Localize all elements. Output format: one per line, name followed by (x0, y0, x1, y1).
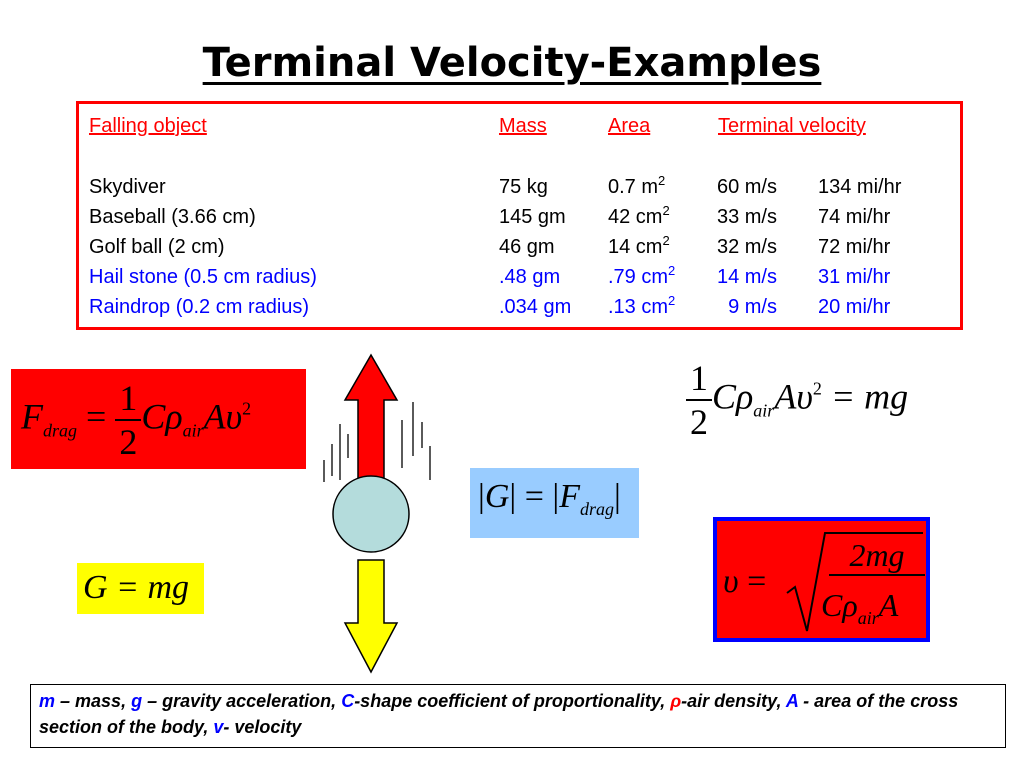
row-object: Baseball (3.66 cm) (89, 206, 256, 228)
terminal-velocity-table (76, 101, 963, 330)
terminal-velocity-formula-box (713, 517, 930, 642)
drag-force-formula-box (11, 369, 306, 469)
page-title: Terminal Velocity-Examples (202, 40, 822, 86)
header-mass: Mass (499, 115, 547, 137)
row-velocity-mph: 20 mi/hr (818, 296, 891, 318)
row-mass: .034 gm (499, 296, 572, 318)
gravity-formula: G = mg (83, 569, 190, 606)
gravity-formula-box (77, 563, 204, 614)
falling-ball (333, 476, 409, 552)
row-object: Golf ball (2 cm) (89, 236, 225, 258)
row-velocity-mph: 134 mi/hr (818, 176, 902, 198)
row-mass: 75 kg (499, 176, 548, 198)
row-velocity-ms: 14 m/s (716, 266, 777, 288)
row-object: Raindrop (0.2 cm radius) (89, 296, 310, 318)
row-mass: 46 gm (499, 236, 555, 258)
velocity-denominator: $C\rho_{air}A$ (821, 587, 899, 628)
equal-forces-formula: $|G| = |F_{drag}|$ (478, 478, 621, 519)
header-terminal-velocity: Terminal velocity (718, 115, 866, 137)
row-velocity-mph: 74 mi/hr (818, 206, 891, 228)
row-mass: .48 gm (499, 266, 561, 288)
row-area: .79 $cm^2$ (608, 263, 676, 288)
row-area: 42 $cm^2$ (608, 203, 670, 228)
row-velocity-mph: 31 mi/hr (818, 266, 891, 288)
falling-body-diagram (320, 350, 450, 680)
header-area: Area (608, 115, 651, 137)
row-velocity-ms: 60 m/s (716, 176, 777, 198)
row-object: Skydiver (89, 176, 166, 198)
drag-force-formula: $F_{drag}$ = $\frac{1}{2}$ $C\rho_{air}A\upsilon^2$ (21, 378, 252, 462)
symbol-legend: m – mass, g – gravity acceleration, C-shape coefficient of proportionality, ρ-air density, A - area of the cross section of the body, v- velocity (30, 684, 1006, 748)
velocity-symbol: υ = (723, 563, 767, 600)
drag-force-arrow (345, 355, 397, 494)
row-area: 0.7 $m^2$ (608, 173, 666, 198)
header-falling-object: Falling object (89, 115, 207, 137)
row-mass: 145 gm (499, 206, 566, 228)
equal-forces-formula-box (470, 468, 639, 538)
velocity-numerator: 2mg (829, 537, 925, 576)
row-velocity-ms: 33 m/s (716, 206, 777, 228)
gravity-force-arrow (345, 560, 397, 672)
row-velocity-mph: 72 mi/hr (818, 236, 891, 258)
row-area: .13 $cm^2$ (608, 293, 676, 318)
force-balance-formula: $\frac{1}{2}$ $C\rho_{air}A\upsilon^2$ = mg (686, 357, 908, 443)
row-object: Hail stone (0.5 cm radius) (89, 266, 317, 288)
row-area: 14 $cm^2$ (608, 233, 670, 258)
row-velocity-ms: 32 m/s (716, 236, 777, 258)
row-velocity-ms: 9 m/s (728, 296, 777, 318)
